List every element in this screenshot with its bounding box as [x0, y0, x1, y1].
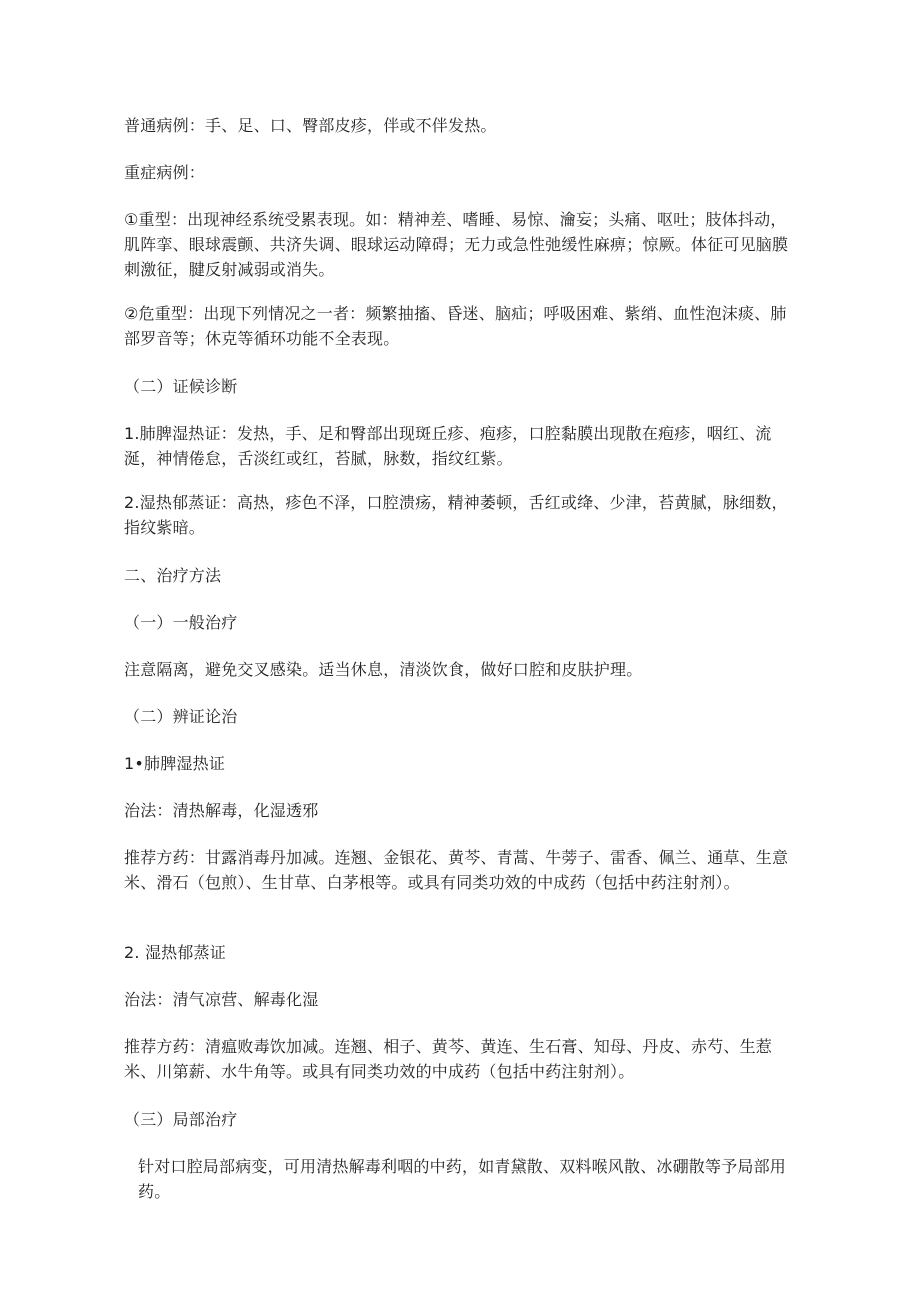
paragraph-recommended-prescription-1: 推荐方药：甘露消毒丹加减。连翘、金银花、黄芩、青蒿、牛蒡子、雷香、佩兰、通草、生意米、滑石（包煎）、生甘草、白茅根等。或具有同类功效的中成药（包括中药注射剂）。	[124, 848, 789, 892]
section-treatment-methods: 二、治疗方法	[124, 566, 222, 585]
section-syndrome-diagnosis: （二）证候诊断	[124, 377, 238, 396]
paragraph-lung-spleen-syndrome: 1.肺脾湿热证：发热，手、足和臀部出现斑丘疹、疱疹，口腔黏膜出现散在疱疹，咽红、流涎，神情倦怠，舌淡红或红，苔腻，脉数，指纹红紫。	[124, 424, 772, 468]
subsection-lung-spleen: 1•肺脾湿热证	[124, 754, 226, 773]
paragraph-treatment-method-1: 治法：清热解毒，化湿透邪	[124, 801, 319, 820]
paragraph-damp-heat-syndrome: 2.湿热郁蒸证：高热，疹色不泽，口腔溃疡，精神萎顿，舌红或绛、少津，苔黄腻，脉细数，指纹紫暗。	[124, 493, 788, 537]
paragraph-general-treatment: 注意隔离，避免交叉感染。适当休息，清淡饮食，做好口腔和皮肤护理。	[124, 660, 643, 679]
section-local-treatment: （三）局部治疗	[124, 1110, 238, 1129]
paragraph-severe-type: ①重型：出现神经系统受累表现。如：精神差、嗜睡、易惊、瀹妄；头痛、呕吐；肢体抖动，肌阵挛、眼球震颤、共济失调、眼球运动障碍；无力或急性弛缓性麻痹；惊厥。体征可见脑膜刺激征，腱反射减弱或消失。	[124, 210, 789, 279]
paragraph-common-cases: 普通病例：手、足、口、臀部皮疹，伴或不伴发热。	[124, 116, 497, 135]
paragraph-critical-type: ②危重型：出现下列情况之一者：频繁抽搐、昏迷、脑疝；呼吸困难、紫绡、血性泡沫痰、肺部罗音等；休克等循环功能不全表现。	[124, 304, 787, 348]
paragraph-treatment-method-2: 治法：清气凉营、解毒化湿	[124, 990, 319, 1009]
section-general-treatment: （一）一般治疗	[124, 613, 238, 632]
paragraph-severe-cases-heading: 重症病例：	[124, 163, 206, 182]
section-syndrome-treatment: （二）辨证论治	[124, 707, 238, 726]
subsection-damp-heat: 2. 湿热郁蒸证	[124, 943, 226, 962]
paragraph-recommended-prescription-2: 推荐方药：清瘟败毒饮加减。连翘、相子、黄芩、黄连、生石膏、知母、丹皮、赤芍、生惹米、川第薪、水牛角等。或具有同类功效的中成药（包括中药注射剂）。	[124, 1037, 773, 1081]
paragraph-local-treatment: 针对口腔局部病变，可用清热解毒利咽的中药，如青黛散、双料喉风散、冰硼散等予局部用药。	[138, 1157, 787, 1201]
